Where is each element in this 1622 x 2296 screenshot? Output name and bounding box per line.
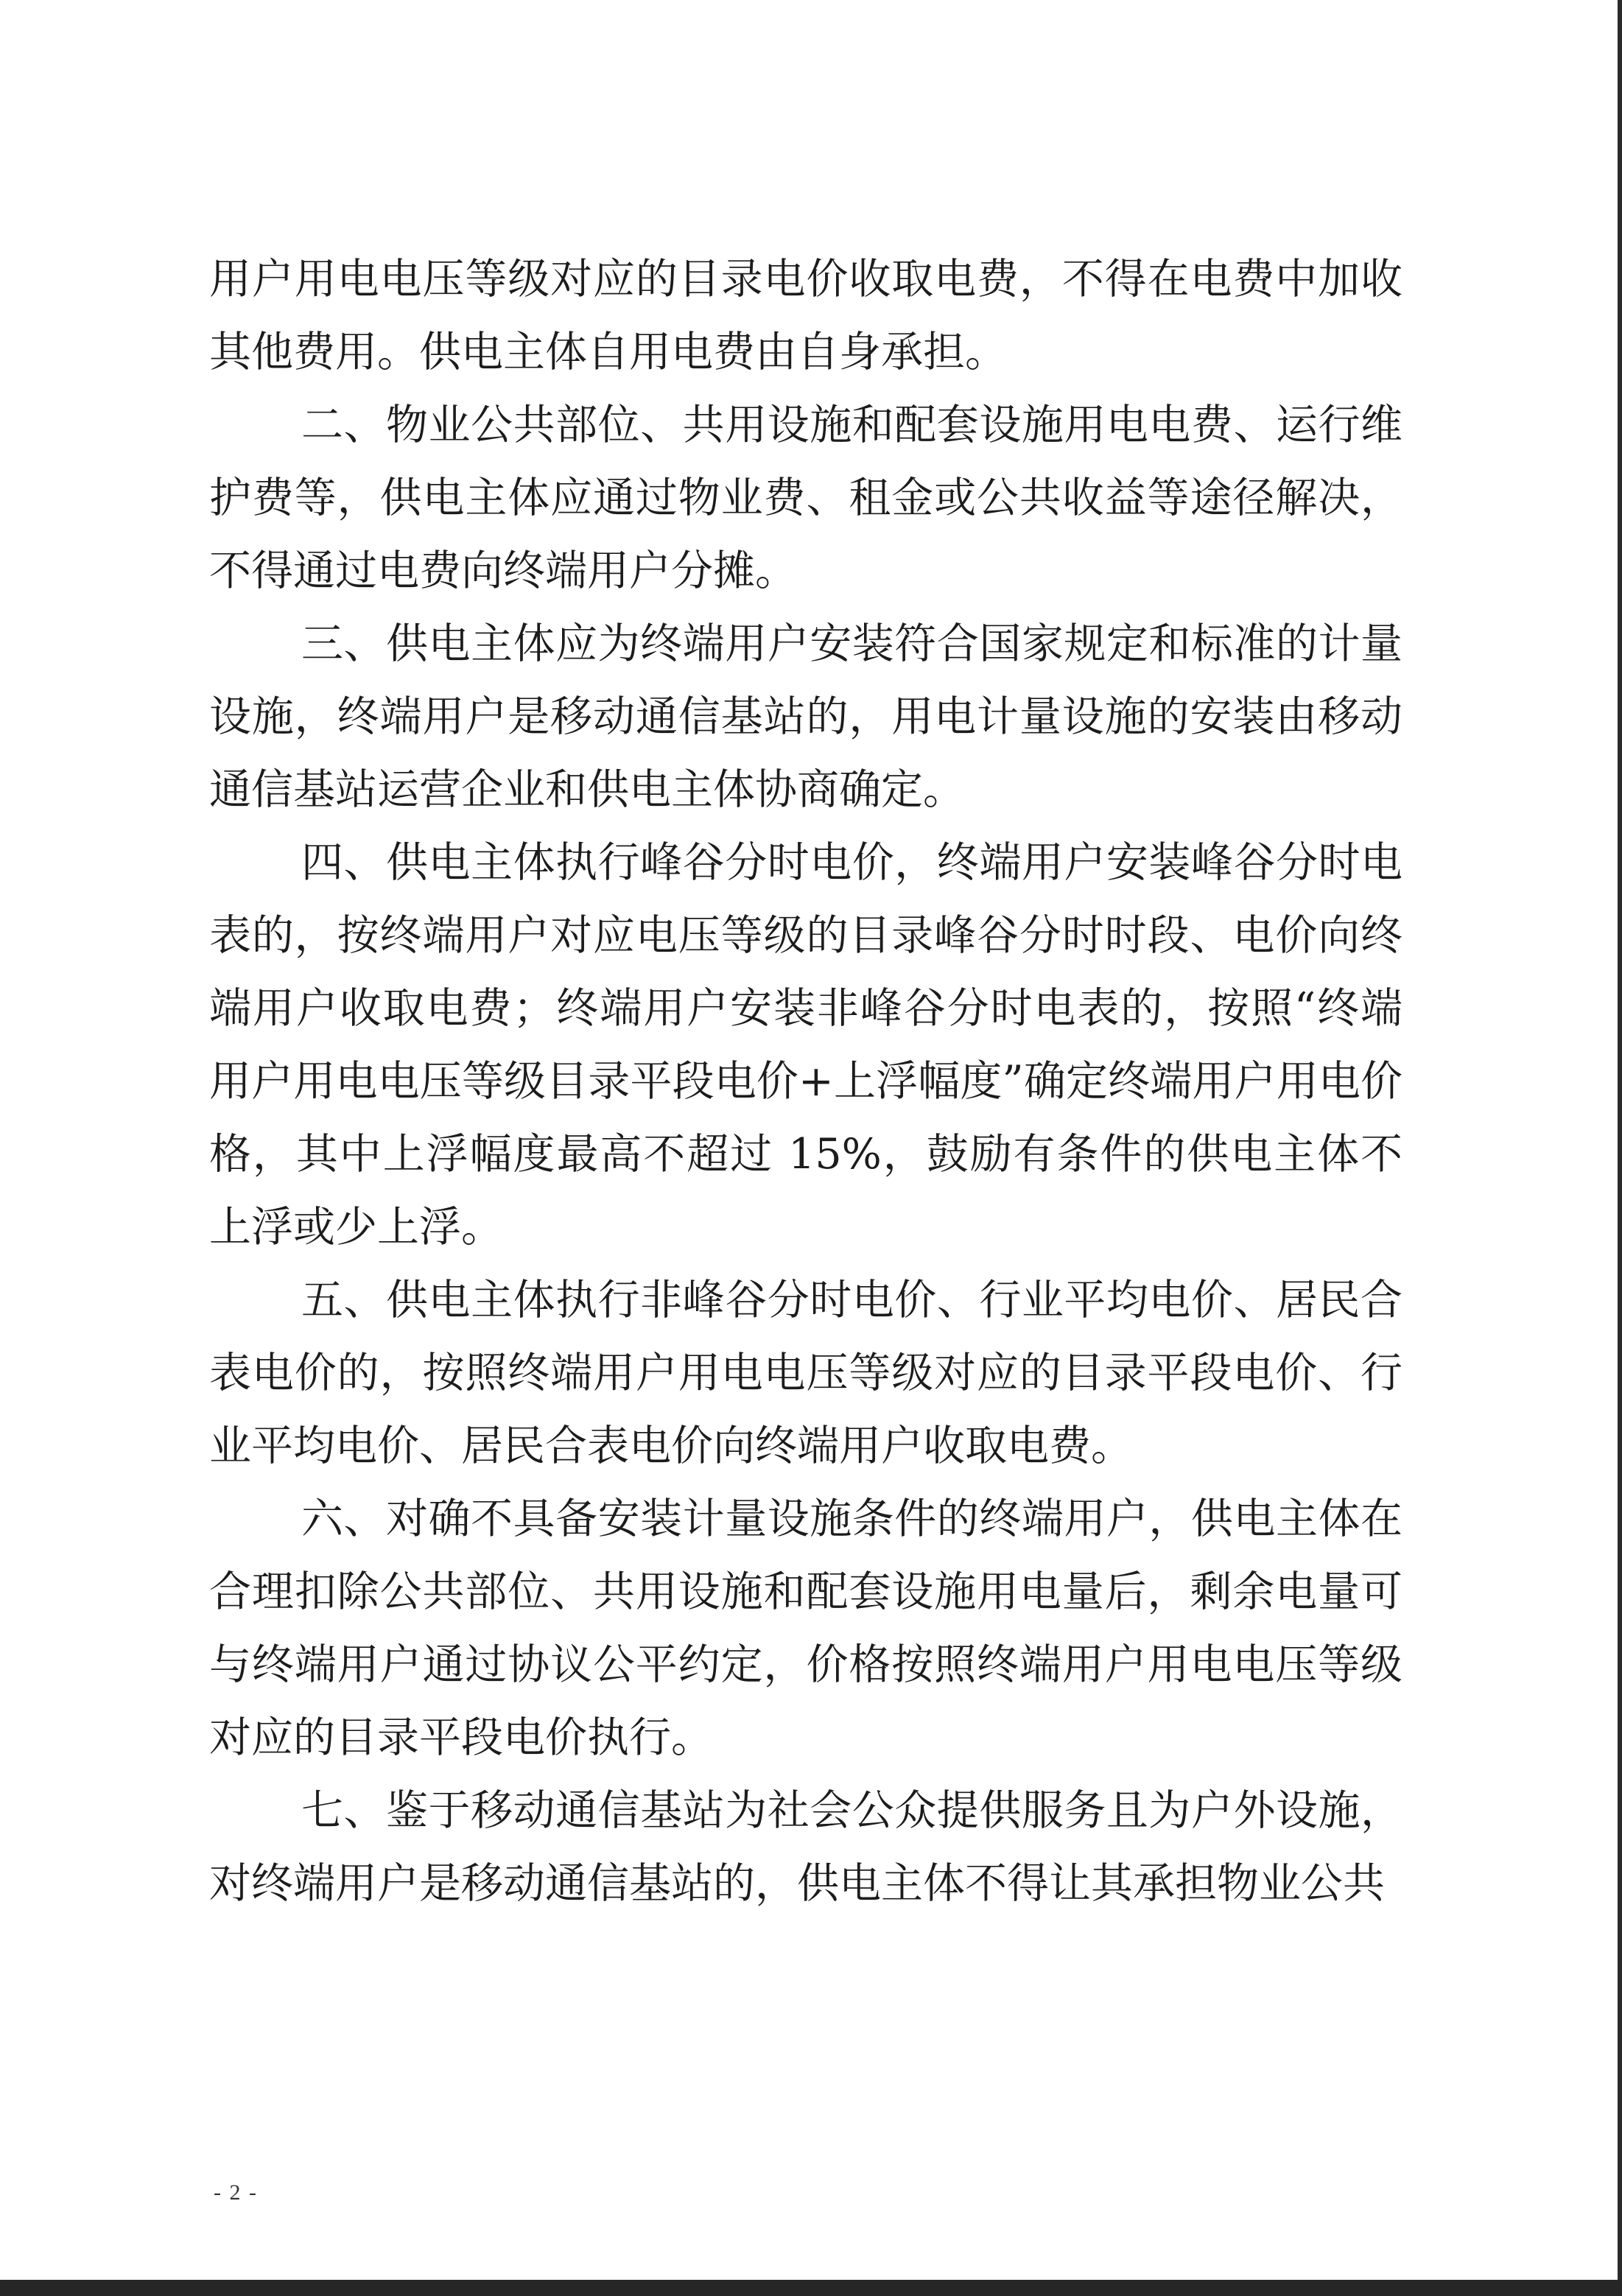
paragraph-item-2: 二、物业公共部位、共用设施和配套设施用电电费、运行维护费等，供电主体应通过物业费、租金或公共收益等途径解决，不得通过电费向终端用户分摊。	[209, 401, 1402, 595]
paragraph-item-7: 七、鉴于移动通信基站为社会公众提供服务且为户外设施，对终端用户是移动通信基站的，供电主体不得让其承担物业公共	[209, 1786, 1402, 1908]
scan-edge-bottom	[0, 2280, 1622, 2296]
paragraph-item-5: 五、供电主体执行非峰谷分时电价、行业平均电价、居民合表电价的，按照终端用户用电电压等级对应的目录平段电价、行业平均电价、居民合表电价向终端用户收取电费。	[209, 1276, 1402, 1470]
page-number: - 2 -	[214, 2180, 258, 2205]
paragraph-continuation: 用户用电电压等级对应的目录电价收取电费，不得在电费中加收其他费用。供电主体自用电费由自身承担。	[209, 255, 1402, 376]
paragraph-item-6: 六、对确不具备安装计量设施条件的终端用户，供电主体在合理扣除公共部位、共用设施和配套设施用电量后，剩余电量可与终端用户通过协议公平约定，价格按照终端用户用电电压等级对应的目录平段电价执行。	[209, 1495, 1402, 1762]
paragraph-item-3: 三、供电主体应为终端用户安装符合国家规定和标准的计量设施，终端用户是移动通信基站的，用电计量设施的安装由移动通信基站运营企业和供电主体协商确定。	[209, 619, 1402, 814]
scan-edge-right	[1618, 0, 1622, 2296]
document-body	[209, 243, 1402, 1920]
paragraph-item-4: 四、供电主体执行峰谷分时电价，终端用户安装峰谷分时电表的，按终端用户对应电压等级的目录峰谷分时时段、电价向终端用户收取电费；终端用户安装非峰谷分时电表的，按照“终端用户用电电压等级目录平段电价+上浮幅度”确定终端用户用电价格，其中上浮幅度最高不超过 15%，鼓励有条件的供电主体不上浮或少上浮。	[209, 838, 1402, 1251]
